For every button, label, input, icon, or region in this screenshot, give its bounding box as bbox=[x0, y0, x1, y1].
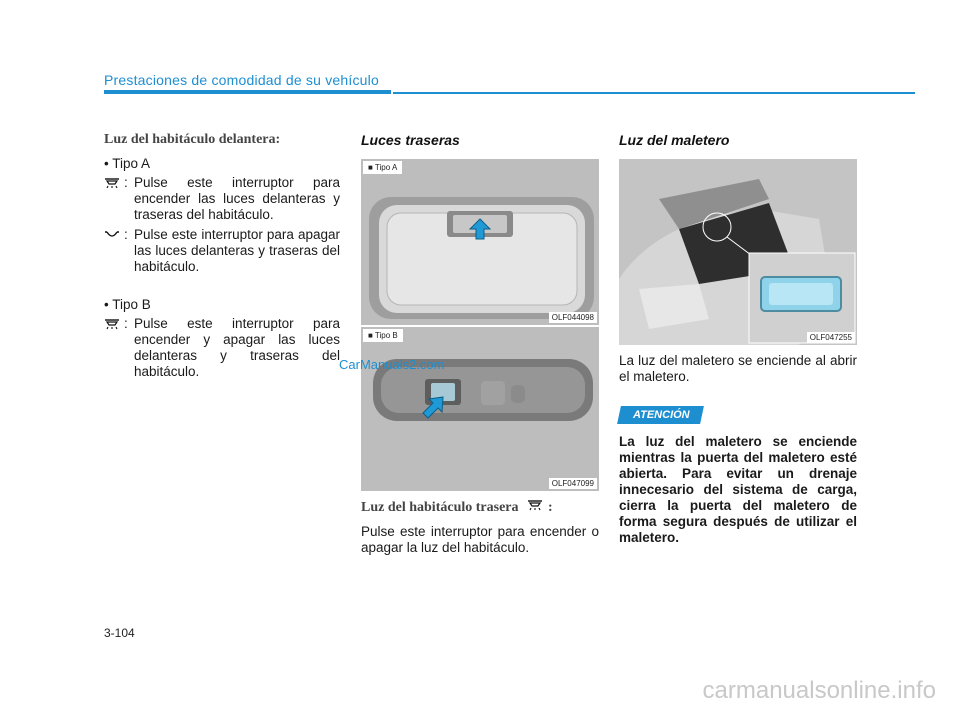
notice-label: ATENCIÓN bbox=[633, 409, 690, 421]
trunk-light-column bbox=[619, 132, 857, 545]
rear-lights-heading: Luces traseras bbox=[361, 132, 460, 148]
dome-light-on-icon bbox=[522, 499, 548, 516]
type-a-label: • Tipo A bbox=[104, 156, 151, 171]
type-a-illustration bbox=[361, 159, 599, 325]
page-number: 3-104 bbox=[104, 626, 135, 640]
rear-light-type-b-photo bbox=[361, 327, 599, 491]
front-dome-light-heading: Luz del habitáculo delantera: bbox=[104, 132, 281, 147]
type-b-item-on-text: Pulse este interruptor para encender y apagar las luces delanteras y traseras del habitáculo. bbox=[134, 316, 340, 379]
type-b-illustration bbox=[361, 327, 599, 491]
type-a-photo-code: OLF044098 bbox=[549, 312, 597, 323]
type-a-item-on: : Pulse este interruptor para encender las luces delanteras y traseras del habitáculo. bbox=[104, 175, 340, 223]
notice-badge bbox=[619, 405, 857, 424]
trunk-light-text: La luz del maletero se enciende al abrir el maletero. bbox=[619, 353, 857, 384]
trunk-light-photo bbox=[619, 159, 857, 345]
header-rule-accent bbox=[104, 90, 391, 94]
type-b-photo-code: OLF047099 bbox=[549, 478, 597, 489]
dome-light-on-icon bbox=[104, 175, 124, 223]
type-b-tag: ■ Tipo B bbox=[363, 329, 403, 342]
section-header-title: Prestaciones de comodidad de su vehículo bbox=[104, 72, 379, 88]
rear-light-type-a-photo bbox=[361, 159, 599, 325]
type-a-item-off-text: Pulse este interruptor para apagar las luces delanteras y traseras del habitáculo. bbox=[134, 227, 340, 274]
header-rule bbox=[393, 92, 915, 94]
dome-light-on-icon bbox=[104, 316, 124, 380]
watermark-text: CarManuals2.com bbox=[339, 357, 445, 372]
rear-dome-light-text: Pulse este interruptor para encender o apagar la luz del habitáculo. bbox=[361, 524, 599, 555]
rear-dome-light-heading-text: Luz del habitáculo trasera bbox=[361, 500, 519, 515]
type-b-label: • Tipo B bbox=[104, 297, 151, 312]
type-a-tag: ■ Tipo A bbox=[363, 161, 402, 174]
type-a-item-on-text: Pulse este interruptor para encender las luces delanteras y traseras del habitáculo. bbox=[134, 175, 340, 222]
rear-dome-light-heading-suffix: : bbox=[548, 500, 553, 515]
front-dome-light-column bbox=[104, 132, 340, 380]
trunk-photo-code: OLF047255 bbox=[807, 332, 855, 343]
type-a-item-off: : Pulse este interruptor para apagar las luces delanteras y traseras del habitáculo. bbox=[104, 227, 340, 275]
dome-light-off-icon bbox=[104, 227, 124, 275]
notice-text: La luz del maletero se enciende mientras la puerta del maletero esté abierta. Para evitar un drenaje innecesario del sistema de carga, cierra la puerta del maletero de forma segura después de utilizar el maletero. bbox=[619, 434, 857, 545]
trunk-light-heading: Luz del maletero bbox=[619, 132, 730, 148]
footer-brand: carmanualsonline.info bbox=[702, 677, 936, 704]
trunk-illustration bbox=[619, 159, 857, 345]
rear-dome-light-heading bbox=[361, 499, 599, 516]
type-b-item-on: : Pulse este interruptor para encender y apagar las luces delanteras y traseras del habitáculo. bbox=[104, 316, 340, 380]
